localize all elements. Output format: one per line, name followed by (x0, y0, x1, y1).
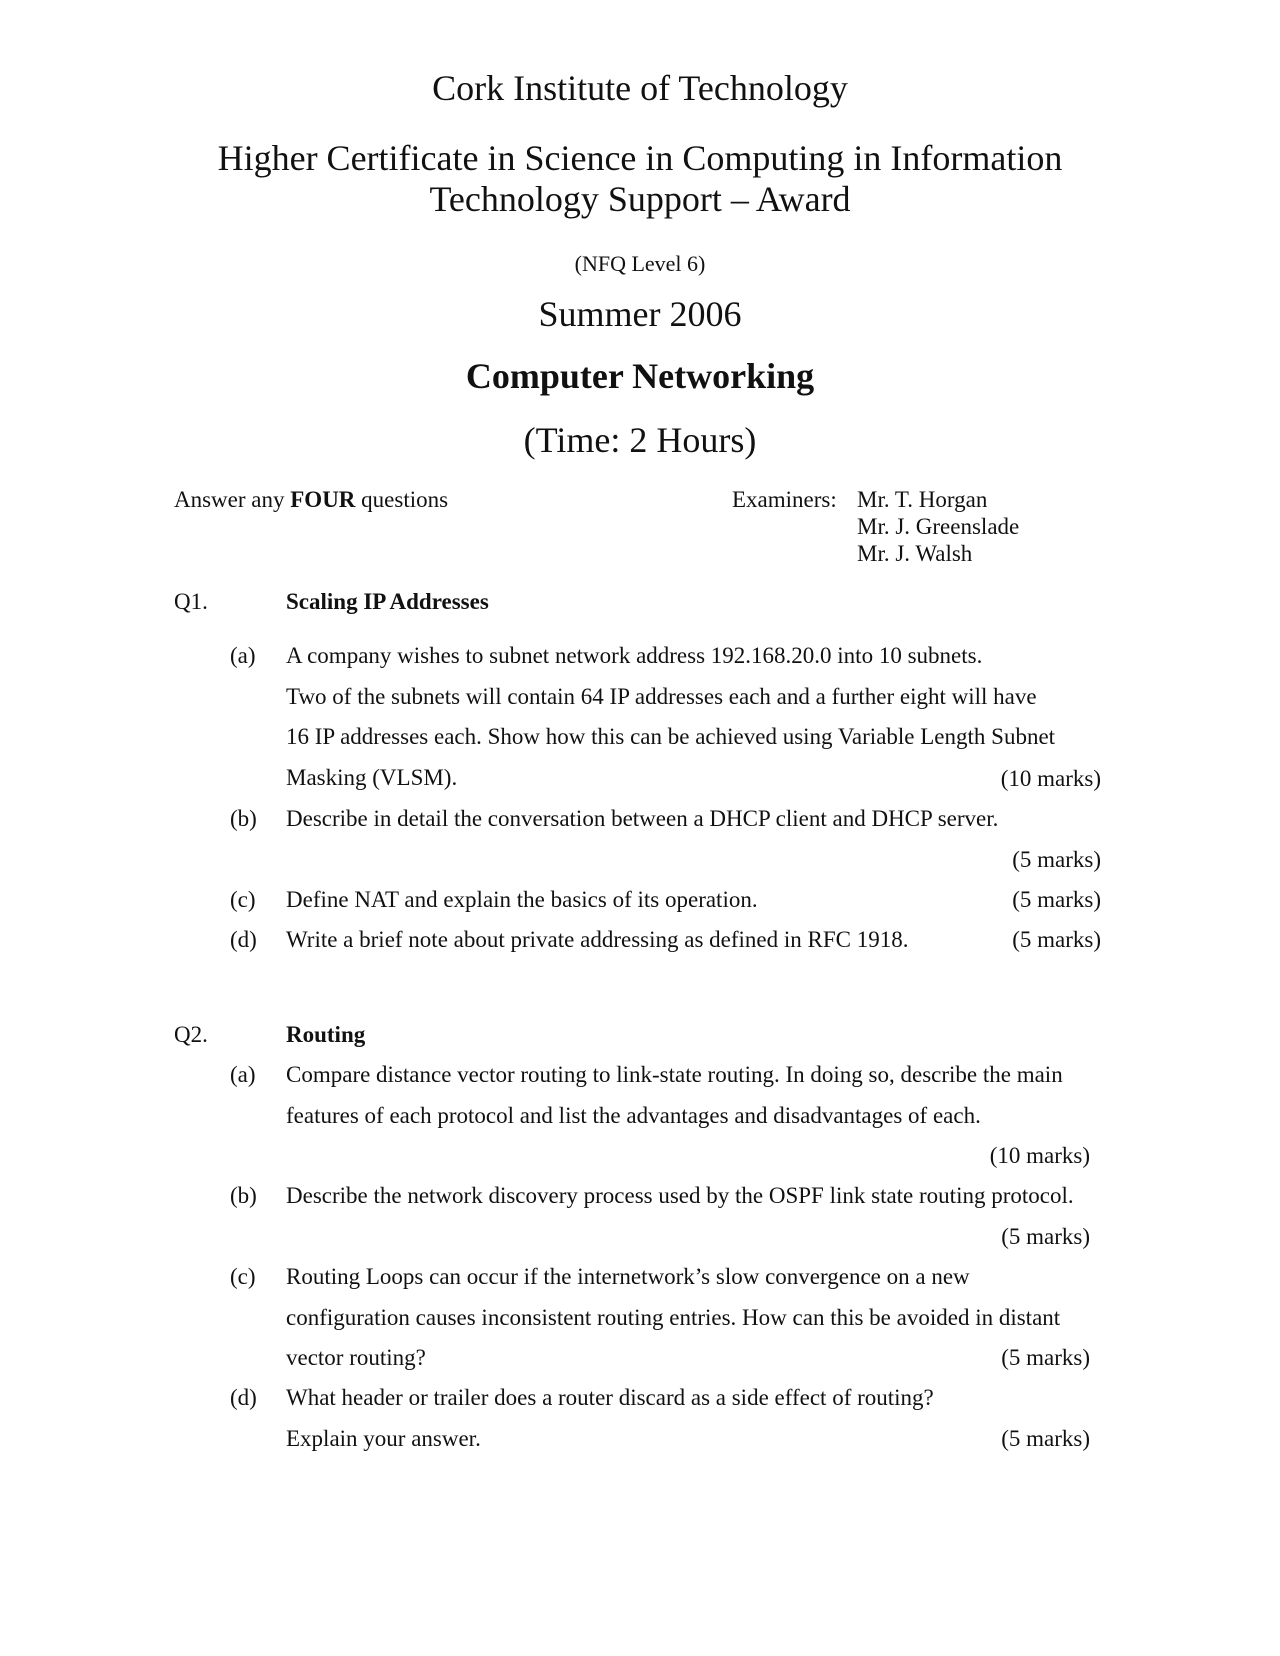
part-label: (d) (230, 927, 257, 952)
part-text-line: Compare distance vector routing to link-state routing. In doing so, describe the main (286, 1062, 1063, 1087)
part-text-line: What header or trailer does a router discard as a side effect of routing? (286, 1385, 934, 1410)
part-text-line: features of each protocol and list the advantages and disadvantages of each. (286, 1102, 981, 1128)
part-text (286, 1055, 1101, 1136)
part-marks: (5 marks) (1001, 1426, 1090, 1451)
examiner-name: Mr. J. Walsh (857, 541, 973, 566)
part-label: (a) (230, 643, 256, 668)
part-label: (c) (230, 1264, 256, 1289)
programme-title (0, 138, 1280, 220)
part-text (286, 880, 1101, 921)
instructions-suffix: questions (355, 487, 449, 512)
question-title: Scaling IP Addresses (286, 589, 489, 614)
part-text-line: Explain your answer. (286, 1425, 481, 1451)
part-text (286, 920, 1101, 961)
part-label: (c) (230, 887, 256, 912)
part-text-line: Describe in detail the conversation between a DHCP client and DHCP server. (286, 806, 999, 831)
part-text (286, 636, 1101, 798)
examiner-name: Mr. T. Horgan (857, 487, 988, 512)
part-label: (b) (230, 1183, 257, 1208)
part-marks: (5 marks) (1012, 887, 1101, 912)
instructions-prefix: Answer any (174, 487, 291, 512)
question-title: Routing (286, 1022, 366, 1047)
instructions (174, 486, 448, 514)
part-marks: (5 marks) (1012, 847, 1101, 872)
part-marks: (5 marks) (1012, 927, 1101, 952)
part-text-line: Write a brief note about private addressing as defined in RFC 1918. (286, 927, 909, 952)
part-text-line: configuration causes inconsistent routing entries. How can this be avoided in distant (286, 1304, 1061, 1330)
part-label: (a) (230, 1062, 256, 1087)
part-text-line: Describe the network discovery process used by the OSPF link state routing protocol. (286, 1183, 1074, 1208)
part-text-line: Two of the subnets will contain 64 IP addresses each and a further eight will have (286, 683, 1037, 709)
examiner-name: Mr. J. Greenslade (857, 514, 1020, 539)
part-text-line: vector routing? (286, 1345, 426, 1370)
part-text-line: Define NAT and explain the basics of its operation. (286, 887, 758, 912)
part-text (286, 1257, 1101, 1379)
exam-term: Summer 2006 (538, 294, 742, 334)
instructions-emphasis: FOUR (290, 487, 356, 512)
part-marks: (10 marks) (1000, 766, 1101, 791)
part-text (286, 1378, 1101, 1459)
programme-line-1: Higher Certificate in Science in Computing in Information (217, 138, 1063, 178)
institution-title: Cork Institute of Technology (432, 68, 848, 108)
part-text-line: Masking (VLSM). (286, 764, 458, 790)
part-text (286, 1176, 1101, 1217)
part-text-line: A company wishes to subnet network address 192.168.20.0 into 10 subnets. (286, 643, 983, 668)
part-marks: (5 marks) (1001, 1224, 1090, 1249)
programme-line-2: Technology Support – Award (429, 179, 851, 219)
examiners-list (857, 486, 1019, 567)
part-text-line: 16 IP addresses each. Show how this can be achieved using Variable Length Subnet (286, 724, 1056, 749)
subject-title: Computer Networking (465, 356, 815, 396)
part-label: (d) (230, 1385, 257, 1410)
part-text-line: Routing Loops can occur if the internetwork’s slow convergence on a new (286, 1264, 970, 1289)
question-number: Q1. (174, 589, 208, 614)
part-text (286, 799, 1101, 840)
nfq-level: (NFQ Level 6) (574, 251, 706, 276)
exam-duration: (Time: 2 Hours) (523, 420, 757, 460)
part-label: (b) (230, 806, 257, 831)
part-marks: (5 marks) (1001, 1345, 1090, 1370)
part-marks: (10 marks) (989, 1143, 1090, 1168)
question-number: Q2. (174, 1022, 208, 1047)
examiners-label: Examiners: (732, 487, 837, 512)
